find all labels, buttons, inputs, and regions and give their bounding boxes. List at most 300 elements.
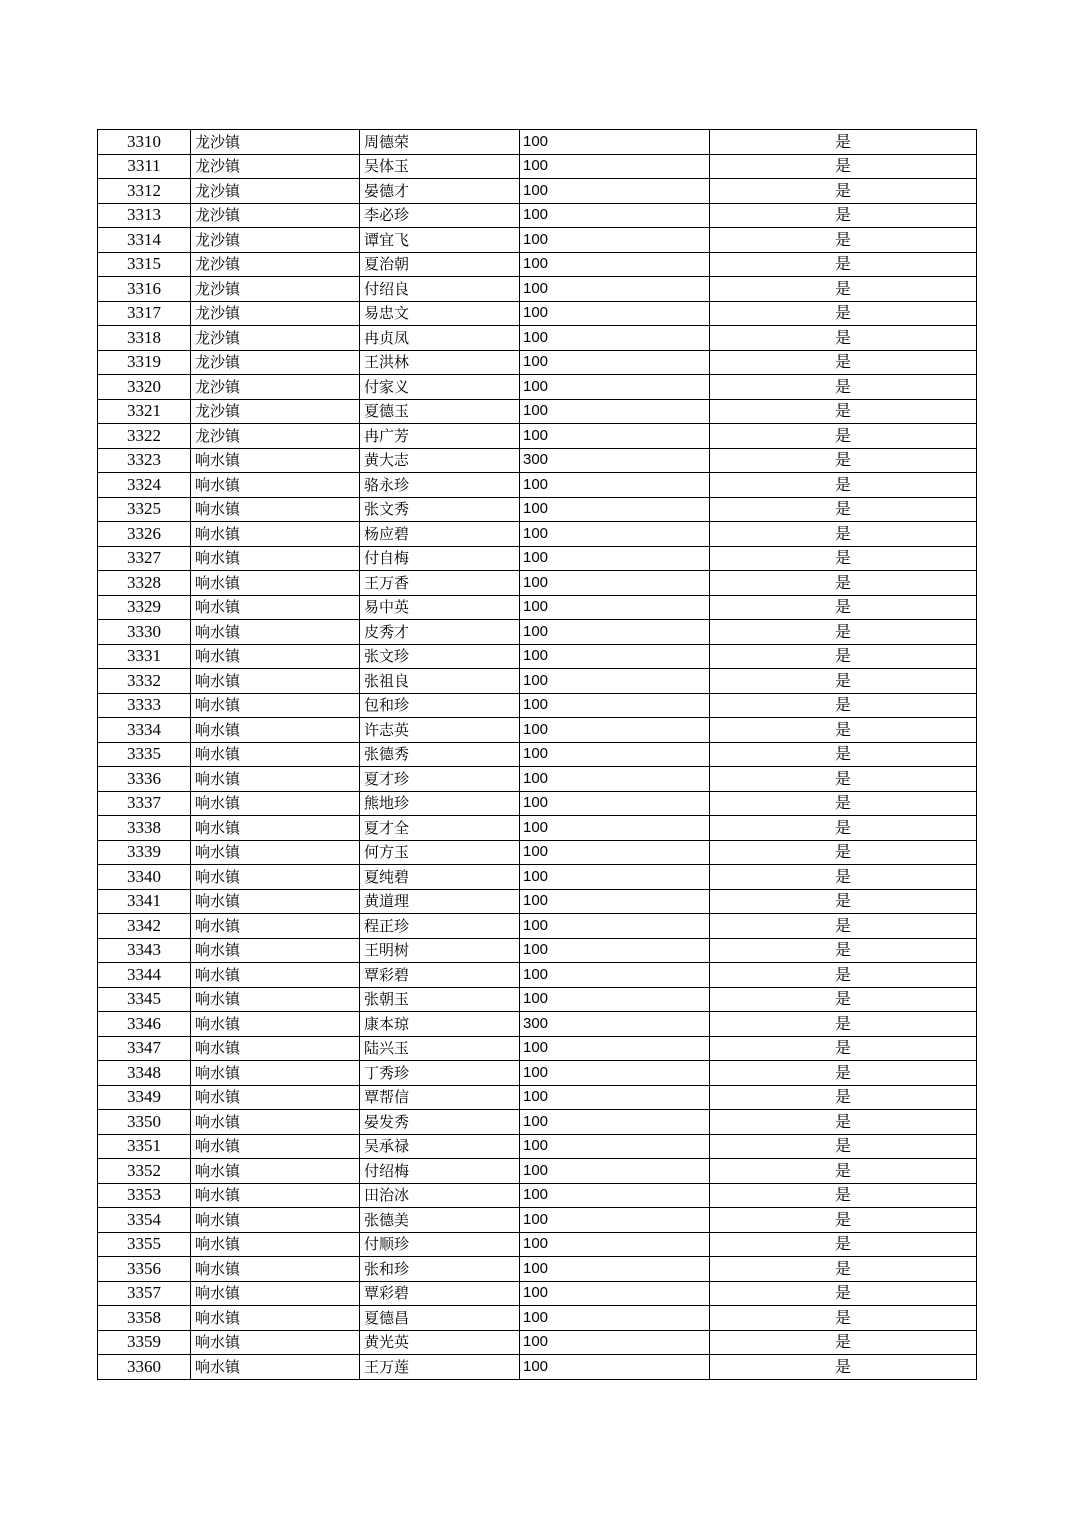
- person-name-cell: 张德美: [360, 1208, 520, 1233]
- town-cell: 龙沙镇: [191, 326, 360, 351]
- row-number-cell: 3334: [98, 718, 191, 743]
- amount-cell: 100: [520, 742, 710, 767]
- row-number-cell: 3345: [98, 987, 191, 1012]
- amount-cell: 100: [520, 1061, 710, 1086]
- amount-cell: 100: [520, 277, 710, 302]
- table-row: [98, 473, 977, 498]
- amount-cell: 300: [520, 448, 710, 473]
- town-cell: 龙沙镇: [191, 375, 360, 400]
- row-number-cell: 3352: [98, 1159, 191, 1184]
- table-row: [98, 571, 977, 596]
- flag-cell: 是: [710, 546, 977, 571]
- town-cell: 龙沙镇: [191, 130, 360, 155]
- table-row: [98, 1281, 977, 1306]
- person-name-cell: 覃彩碧: [360, 1281, 520, 1306]
- person-name-cell: 许志英: [360, 718, 520, 743]
- amount-cell: 100: [520, 497, 710, 522]
- table-row: [98, 840, 977, 865]
- person-name-cell: 王万莲: [360, 1355, 520, 1380]
- person-name-cell: 付顺珍: [360, 1232, 520, 1257]
- flag-cell: 是: [710, 1183, 977, 1208]
- row-number-cell: 3311: [98, 154, 191, 179]
- town-cell: 响水镇: [191, 1085, 360, 1110]
- flag-cell: 是: [710, 963, 977, 988]
- row-number-cell: 3355: [98, 1232, 191, 1257]
- town-cell: 响水镇: [191, 620, 360, 645]
- flag-cell: 是: [710, 1134, 977, 1159]
- flag-cell: 是: [710, 865, 977, 890]
- table-row: [98, 350, 977, 375]
- row-number-cell: 3359: [98, 1330, 191, 1355]
- town-cell: 响水镇: [191, 791, 360, 816]
- table-row: [98, 179, 977, 204]
- town-cell: 响水镇: [191, 865, 360, 890]
- table-row: [98, 277, 977, 302]
- table-row: [98, 1355, 977, 1380]
- flag-cell: 是: [710, 1208, 977, 1233]
- town-cell: 响水镇: [191, 693, 360, 718]
- town-cell: 响水镇: [191, 914, 360, 939]
- row-number-cell: 3336: [98, 767, 191, 792]
- row-number-cell: 3353: [98, 1183, 191, 1208]
- flag-cell: 是: [710, 693, 977, 718]
- town-cell: 响水镇: [191, 1355, 360, 1380]
- amount-cell: 100: [520, 1134, 710, 1159]
- amount-cell: 100: [520, 1232, 710, 1257]
- town-cell: 响水镇: [191, 546, 360, 571]
- town-cell: 响水镇: [191, 1232, 360, 1257]
- person-name-cell: 陆兴玉: [360, 1036, 520, 1061]
- town-cell: 响水镇: [191, 718, 360, 743]
- person-name-cell: 付绍良: [360, 277, 520, 302]
- flag-cell: 是: [710, 791, 977, 816]
- person-name-cell: 夏德玉: [360, 399, 520, 424]
- row-number-cell: 3343: [98, 938, 191, 963]
- town-cell: 龙沙镇: [191, 154, 360, 179]
- person-name-cell: 张德秀: [360, 742, 520, 767]
- person-name-cell: 杨应碧: [360, 522, 520, 547]
- person-name-cell: 覃彩碧: [360, 963, 520, 988]
- table-row: [98, 1257, 977, 1282]
- table-row: [98, 252, 977, 277]
- flag-cell: 是: [710, 424, 977, 449]
- row-number-cell: 3351: [98, 1134, 191, 1159]
- person-name-cell: 付自梅: [360, 546, 520, 571]
- row-number-cell: 3350: [98, 1110, 191, 1135]
- flag-cell: 是: [710, 301, 977, 326]
- row-number-cell: 3320: [98, 375, 191, 400]
- town-cell: 响水镇: [191, 816, 360, 841]
- row-number-cell: 3317: [98, 301, 191, 326]
- amount-cell: 100: [520, 889, 710, 914]
- row-number-cell: 3347: [98, 1036, 191, 1061]
- table-row: [98, 620, 977, 645]
- town-cell: 响水镇: [191, 1330, 360, 1355]
- town-cell: 龙沙镇: [191, 179, 360, 204]
- town-cell: 响水镇: [191, 1281, 360, 1306]
- amount-cell: 100: [520, 1110, 710, 1135]
- town-cell: 响水镇: [191, 963, 360, 988]
- flag-cell: 是: [710, 767, 977, 792]
- amount-cell: 100: [520, 522, 710, 547]
- flag-cell: 是: [710, 742, 977, 767]
- person-name-cell: 吴承禄: [360, 1134, 520, 1159]
- row-number-cell: 3333: [98, 693, 191, 718]
- flag-cell: 是: [710, 816, 977, 841]
- flag-cell: 是: [710, 1257, 977, 1282]
- flag-cell: 是: [710, 399, 977, 424]
- town-cell: 响水镇: [191, 1036, 360, 1061]
- row-number-cell: 3340: [98, 865, 191, 890]
- row-number-cell: 3319: [98, 350, 191, 375]
- person-name-cell: 皮秀才: [360, 620, 520, 645]
- person-name-cell: 张文秀: [360, 497, 520, 522]
- town-cell: 响水镇: [191, 1208, 360, 1233]
- table-row: [98, 938, 977, 963]
- person-name-cell: 晏发秀: [360, 1110, 520, 1135]
- amount-cell: 100: [520, 375, 710, 400]
- flag-cell: 是: [710, 1085, 977, 1110]
- town-cell: 龙沙镇: [191, 399, 360, 424]
- amount-cell: 100: [520, 987, 710, 1012]
- flag-cell: 是: [710, 595, 977, 620]
- person-name-cell: 李必珍: [360, 203, 520, 228]
- amount-cell: 100: [520, 1306, 710, 1331]
- amount-cell: 100: [520, 252, 710, 277]
- flag-cell: 是: [710, 448, 977, 473]
- table-row: [98, 326, 977, 351]
- town-cell: 响水镇: [191, 840, 360, 865]
- flag-cell: 是: [710, 326, 977, 351]
- person-name-cell: 付家义: [360, 375, 520, 400]
- row-number-cell: 3314: [98, 228, 191, 253]
- town-cell: 龙沙镇: [191, 277, 360, 302]
- row-number-cell: 3344: [98, 963, 191, 988]
- person-name-cell: 康本琼: [360, 1012, 520, 1037]
- person-name-cell: 易中英: [360, 595, 520, 620]
- table-row: [98, 424, 977, 449]
- town-cell: 响水镇: [191, 644, 360, 669]
- person-name-cell: 田治冰: [360, 1183, 520, 1208]
- amount-cell: 100: [520, 571, 710, 596]
- person-name-cell: 王洪林: [360, 350, 520, 375]
- table-row: [98, 791, 977, 816]
- amount-cell: 100: [520, 473, 710, 498]
- row-number-cell: 3354: [98, 1208, 191, 1233]
- data-table: [97, 129, 977, 1380]
- flag-cell: 是: [710, 1281, 977, 1306]
- amount-cell: 100: [520, 865, 710, 890]
- town-cell: 响水镇: [191, 889, 360, 914]
- row-number-cell: 3313: [98, 203, 191, 228]
- amount-cell: 100: [520, 1036, 710, 1061]
- table-row: [98, 301, 977, 326]
- table-row: [98, 963, 977, 988]
- town-cell: 响水镇: [191, 448, 360, 473]
- flag-cell: 是: [710, 1306, 977, 1331]
- table-row: [98, 1110, 977, 1135]
- amount-cell: 100: [520, 1183, 710, 1208]
- town-cell: 龙沙镇: [191, 301, 360, 326]
- person-name-cell: 张朝玉: [360, 987, 520, 1012]
- town-cell: 响水镇: [191, 1257, 360, 1282]
- person-name-cell: 张祖良: [360, 669, 520, 694]
- town-cell: 响水镇: [191, 987, 360, 1012]
- flag-cell: 是: [710, 938, 977, 963]
- amount-cell: 100: [520, 693, 710, 718]
- flag-cell: 是: [710, 375, 977, 400]
- person-name-cell: 周德荣: [360, 130, 520, 155]
- amount-cell: 100: [520, 424, 710, 449]
- table-body: [98, 130, 977, 1380]
- person-name-cell: 冉贞凤: [360, 326, 520, 351]
- amount-cell: 100: [520, 595, 710, 620]
- amount-cell: 100: [520, 791, 710, 816]
- row-number-cell: 3324: [98, 473, 191, 498]
- table-row: [98, 1232, 977, 1257]
- table-row: [98, 767, 977, 792]
- amount-cell: 100: [520, 767, 710, 792]
- table-row: [98, 1061, 977, 1086]
- amount-cell: 100: [520, 963, 710, 988]
- flag-cell: 是: [710, 179, 977, 204]
- town-cell: 响水镇: [191, 1306, 360, 1331]
- flag-cell: 是: [710, 840, 977, 865]
- table-row: [98, 865, 977, 890]
- row-number-cell: 3325: [98, 497, 191, 522]
- person-name-cell: 谭宜飞: [360, 228, 520, 253]
- table-row: [98, 718, 977, 743]
- town-cell: 响水镇: [191, 742, 360, 767]
- table-row: [98, 987, 977, 1012]
- amount-cell: 100: [520, 130, 710, 155]
- person-name-cell: 王明树: [360, 938, 520, 963]
- row-number-cell: 3321: [98, 399, 191, 424]
- table-row: [98, 693, 977, 718]
- flag-cell: 是: [710, 277, 977, 302]
- flag-cell: 是: [710, 669, 977, 694]
- row-number-cell: 3337: [98, 791, 191, 816]
- person-name-cell: 黄光英: [360, 1330, 520, 1355]
- person-name-cell: 骆永珍: [360, 473, 520, 498]
- row-number-cell: 3331: [98, 644, 191, 669]
- amount-cell: 100: [520, 301, 710, 326]
- flag-cell: 是: [710, 620, 977, 645]
- row-number-cell: 3326: [98, 522, 191, 547]
- town-cell: 响水镇: [191, 497, 360, 522]
- town-cell: 龙沙镇: [191, 252, 360, 277]
- row-number-cell: 3329: [98, 595, 191, 620]
- table-row: [98, 1306, 977, 1331]
- town-cell: 龙沙镇: [191, 350, 360, 375]
- row-number-cell: 3338: [98, 816, 191, 841]
- amount-cell: 100: [520, 1085, 710, 1110]
- town-cell: 响水镇: [191, 1110, 360, 1135]
- table-row: [98, 375, 977, 400]
- person-name-cell: 熊地珍: [360, 791, 520, 816]
- amount-cell: 100: [520, 1257, 710, 1282]
- row-number-cell: 3330: [98, 620, 191, 645]
- person-name-cell: 夏才珍: [360, 767, 520, 792]
- flag-cell: 是: [710, 522, 977, 547]
- table-row: [98, 1183, 977, 1208]
- town-cell: 响水镇: [191, 1159, 360, 1184]
- amount-cell: 100: [520, 154, 710, 179]
- flag-cell: 是: [710, 154, 977, 179]
- table-row: [98, 669, 977, 694]
- amount-cell: 100: [520, 938, 710, 963]
- person-name-cell: 易忠文: [360, 301, 520, 326]
- town-cell: 响水镇: [191, 522, 360, 547]
- row-number-cell: 3356: [98, 1257, 191, 1282]
- table-row: [98, 914, 977, 939]
- person-name-cell: 夏德昌: [360, 1306, 520, 1331]
- amount-cell: 100: [520, 840, 710, 865]
- table-row: [98, 497, 977, 522]
- table-row: [98, 644, 977, 669]
- amount-cell: 100: [520, 620, 710, 645]
- person-name-cell: 吴体玉: [360, 154, 520, 179]
- amount-cell: 100: [520, 914, 710, 939]
- flag-cell: 是: [710, 497, 977, 522]
- person-name-cell: 夏才全: [360, 816, 520, 841]
- row-number-cell: 3346: [98, 1012, 191, 1037]
- amount-cell: 100: [520, 203, 710, 228]
- amount-cell: 100: [520, 1208, 710, 1233]
- person-name-cell: 夏治朝: [360, 252, 520, 277]
- row-number-cell: 3358: [98, 1306, 191, 1331]
- row-number-cell: 3323: [98, 448, 191, 473]
- row-number-cell: 3322: [98, 424, 191, 449]
- table-row: [98, 228, 977, 253]
- town-cell: 响水镇: [191, 1183, 360, 1208]
- table-row: [98, 889, 977, 914]
- town-cell: 响水镇: [191, 938, 360, 963]
- town-cell: 龙沙镇: [191, 203, 360, 228]
- row-number-cell: 3315: [98, 252, 191, 277]
- person-name-cell: 张文珍: [360, 644, 520, 669]
- table-row: [98, 448, 977, 473]
- person-name-cell: 夏纯碧: [360, 865, 520, 890]
- table-row: [98, 1330, 977, 1355]
- town-cell: 响水镇: [191, 767, 360, 792]
- flag-cell: 是: [710, 130, 977, 155]
- amount-cell: 100: [520, 326, 710, 351]
- amount-cell: 100: [520, 228, 710, 253]
- table-row: [98, 1208, 977, 1233]
- flag-cell: 是: [710, 252, 977, 277]
- flag-cell: 是: [710, 1159, 977, 1184]
- table-row: [98, 522, 977, 547]
- table-row: [98, 1134, 977, 1159]
- row-number-cell: 3342: [98, 914, 191, 939]
- table-row: [98, 742, 977, 767]
- person-name-cell: 包和珍: [360, 693, 520, 718]
- row-number-cell: 3328: [98, 571, 191, 596]
- person-name-cell: 晏德才: [360, 179, 520, 204]
- town-cell: 响水镇: [191, 473, 360, 498]
- person-name-cell: 冉广芳: [360, 424, 520, 449]
- flag-cell: 是: [710, 350, 977, 375]
- flag-cell: 是: [710, 1110, 977, 1135]
- person-name-cell: 程正珍: [360, 914, 520, 939]
- table-row: [98, 203, 977, 228]
- person-name-cell: 黄大志: [360, 448, 520, 473]
- row-number-cell: 3310: [98, 130, 191, 155]
- person-name-cell: 张和珍: [360, 1257, 520, 1282]
- row-number-cell: 3339: [98, 840, 191, 865]
- person-name-cell: 黄道理: [360, 889, 520, 914]
- amount-cell: 100: [520, 644, 710, 669]
- person-name-cell: 覃帮信: [360, 1085, 520, 1110]
- table-row: [98, 1012, 977, 1037]
- amount-cell: 100: [520, 399, 710, 424]
- flag-cell: 是: [710, 889, 977, 914]
- flag-cell: 是: [710, 1061, 977, 1086]
- amount-cell: 100: [520, 1355, 710, 1380]
- flag-cell: 是: [710, 1330, 977, 1355]
- town-cell: 响水镇: [191, 669, 360, 694]
- row-number-cell: 3349: [98, 1085, 191, 1110]
- row-number-cell: 3327: [98, 546, 191, 571]
- amount-cell: 100: [520, 718, 710, 743]
- table-row: [98, 816, 977, 841]
- flag-cell: 是: [710, 1355, 977, 1380]
- amount-cell: 100: [520, 816, 710, 841]
- table-row: [98, 595, 977, 620]
- row-number-cell: 3312: [98, 179, 191, 204]
- row-number-cell: 3341: [98, 889, 191, 914]
- flag-cell: 是: [710, 571, 977, 596]
- flag-cell: 是: [710, 473, 977, 498]
- flag-cell: 是: [710, 987, 977, 1012]
- row-number-cell: 3357: [98, 1281, 191, 1306]
- table-row: [98, 130, 977, 155]
- row-number-cell: 3332: [98, 669, 191, 694]
- town-cell: 龙沙镇: [191, 228, 360, 253]
- flag-cell: 是: [710, 644, 977, 669]
- row-number-cell: 3316: [98, 277, 191, 302]
- flag-cell: 是: [710, 1232, 977, 1257]
- amount-cell: 100: [520, 179, 710, 204]
- table-row: [98, 1159, 977, 1184]
- table-row: [98, 399, 977, 424]
- table-row: [98, 1036, 977, 1061]
- row-number-cell: 3360: [98, 1355, 191, 1380]
- person-name-cell: 王万香: [360, 571, 520, 596]
- town-cell: 响水镇: [191, 1134, 360, 1159]
- table-row: [98, 1085, 977, 1110]
- person-name-cell: 丁秀珍: [360, 1061, 520, 1086]
- row-number-cell: 3335: [98, 742, 191, 767]
- amount-cell: 100: [520, 546, 710, 571]
- town-cell: 响水镇: [191, 1012, 360, 1037]
- amount-cell: 100: [520, 1159, 710, 1184]
- row-number-cell: 3348: [98, 1061, 191, 1086]
- person-name-cell: 何方玉: [360, 840, 520, 865]
- town-cell: 响水镇: [191, 1061, 360, 1086]
- flag-cell: 是: [710, 228, 977, 253]
- row-number-cell: 3318: [98, 326, 191, 351]
- table-row: [98, 154, 977, 179]
- flag-cell: 是: [710, 1012, 977, 1037]
- flag-cell: 是: [710, 718, 977, 743]
- town-cell: 响水镇: [191, 595, 360, 620]
- town-cell: 龙沙镇: [191, 424, 360, 449]
- person-name-cell: 付绍梅: [360, 1159, 520, 1184]
- town-cell: 响水镇: [191, 571, 360, 596]
- flag-cell: 是: [710, 914, 977, 939]
